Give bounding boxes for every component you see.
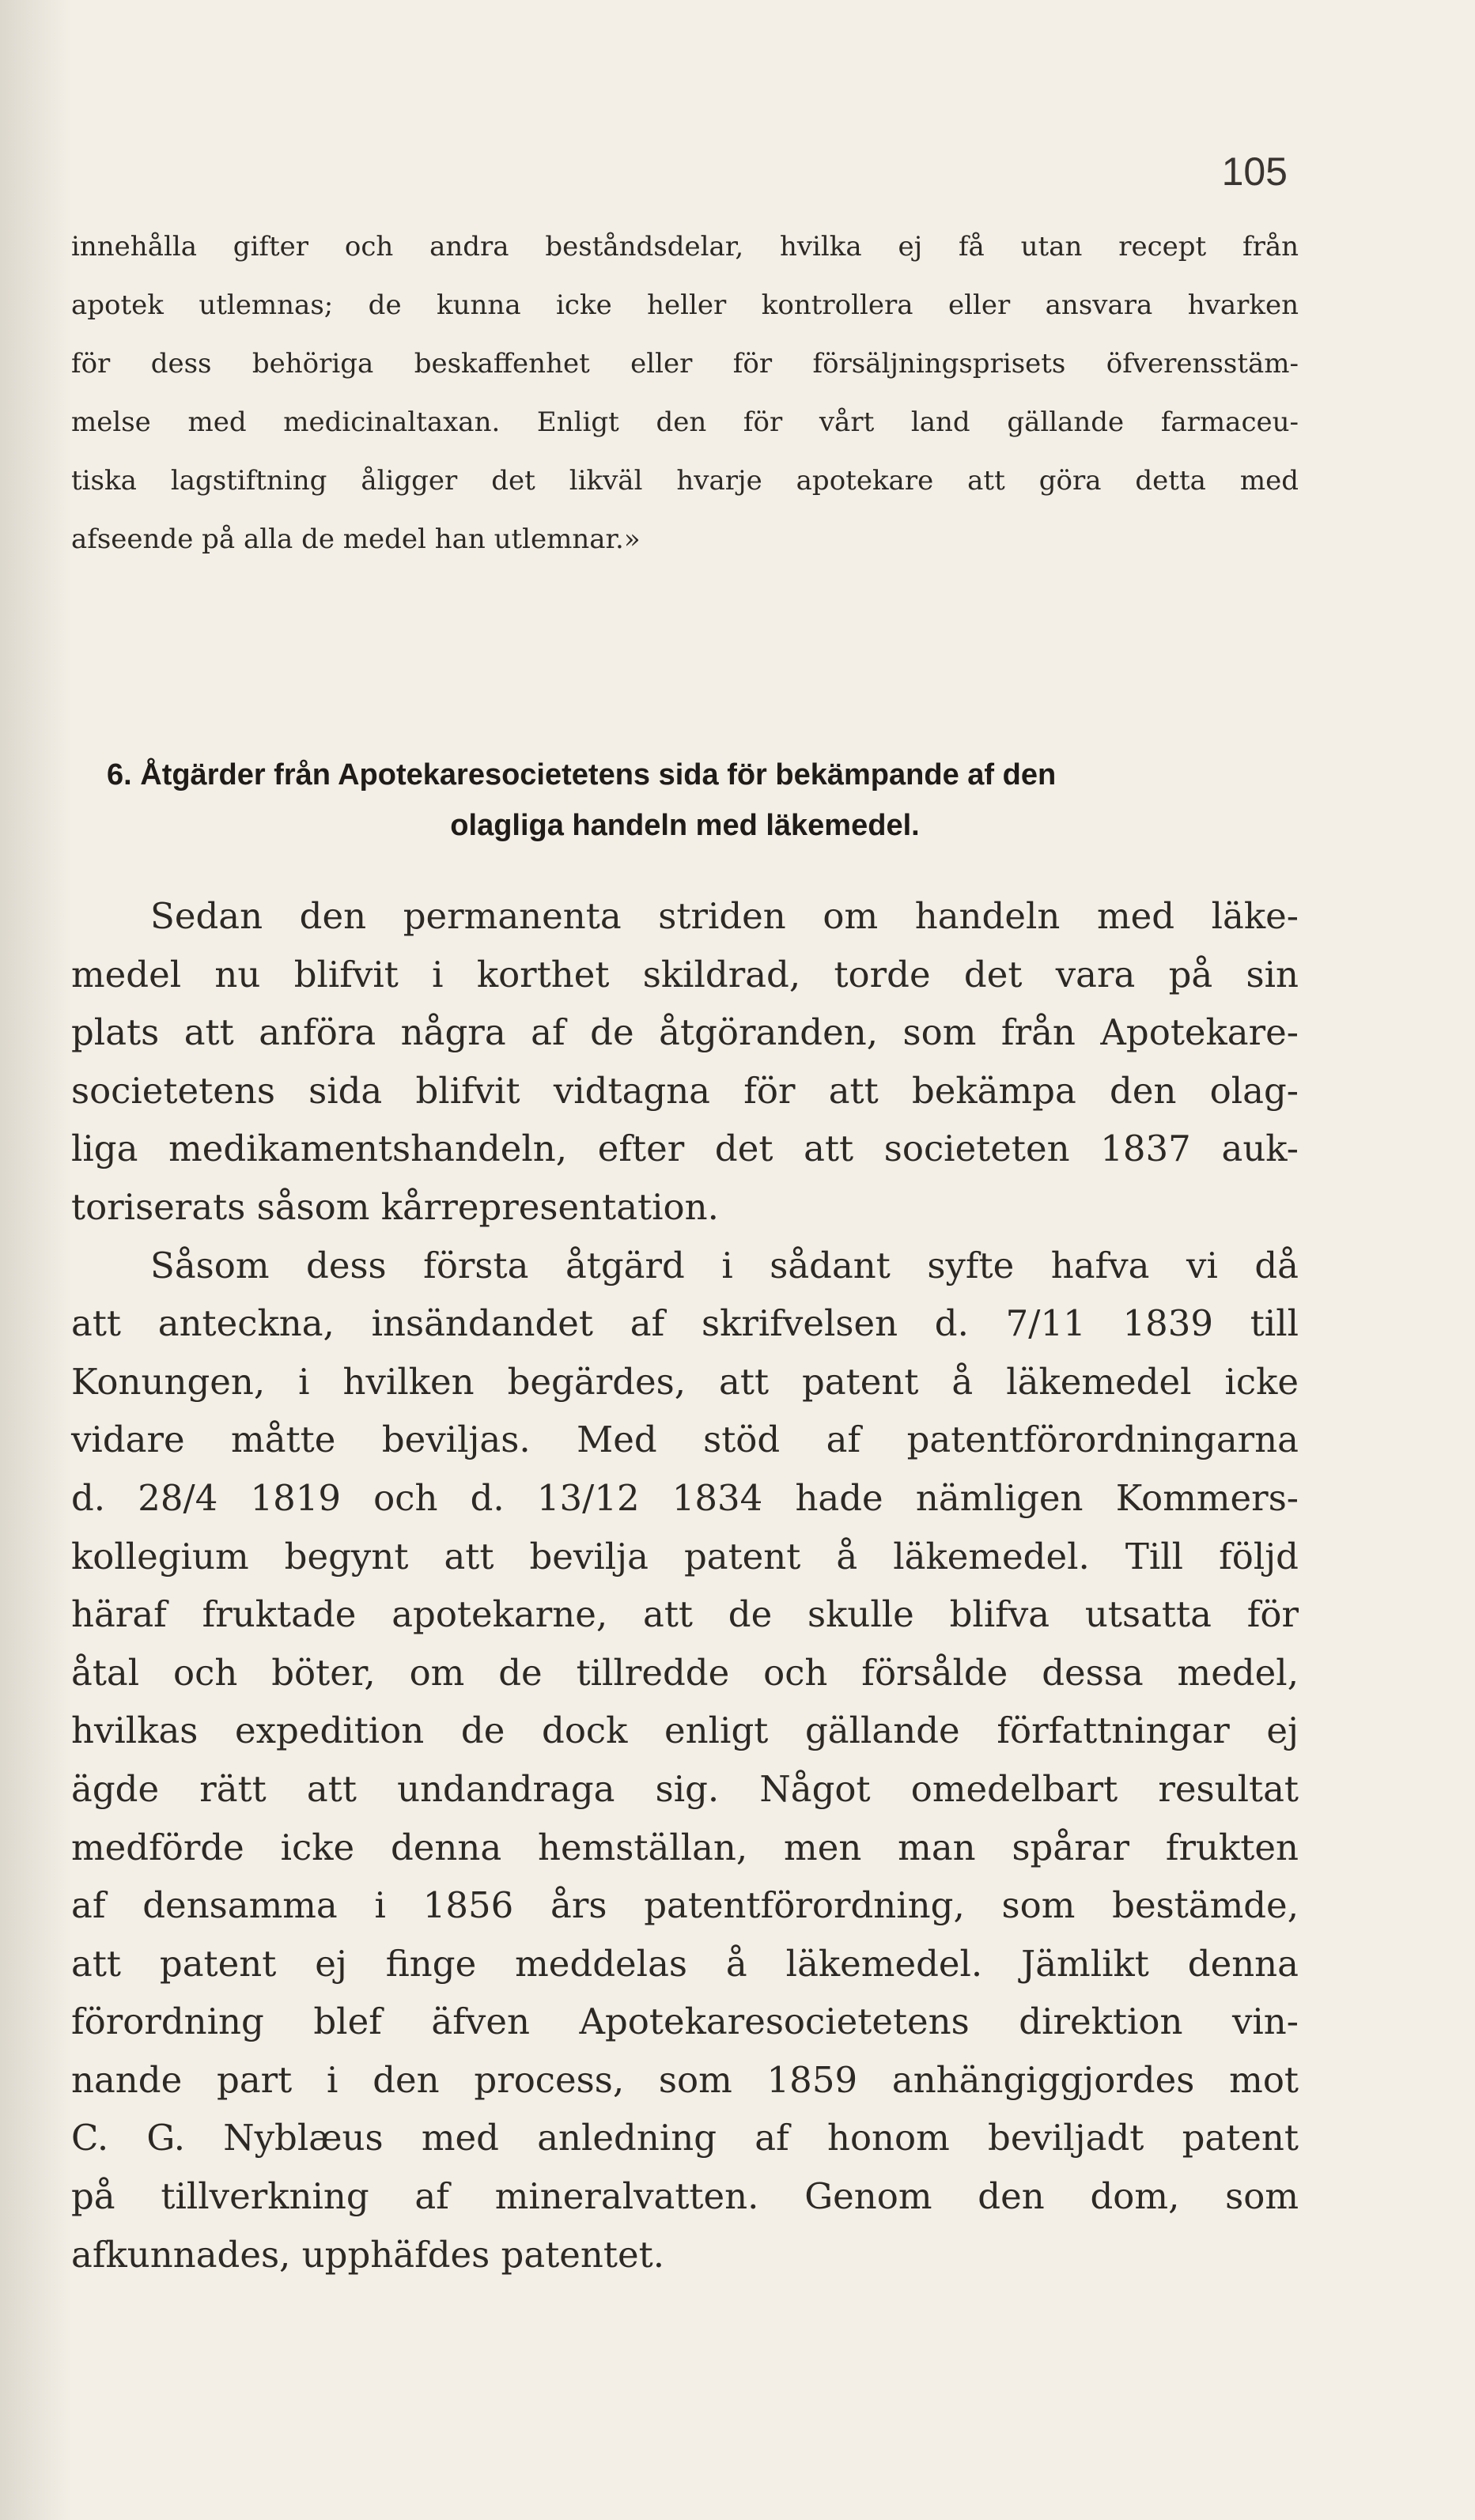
- body-line: societetens sida blifvit vidtagna för att bekämpa den olag-: [71, 1069, 1299, 1112]
- body-line: medförde icke denna hemställan, men man spårar frukten: [71, 1826, 1299, 1868]
- page-edge-shadow: [0, 0, 71, 2520]
- body-line: förordning blef äfven Apotekaresocietetens direktion vin-: [71, 2001, 1299, 2043]
- body-line: afkunnades, upphäfdes patentet.: [71, 2233, 664, 2276]
- quote-line: innehålla gifter och andra beståndsdelar, hvilka ej få utan recept från: [71, 231, 1299, 263]
- body-line: nande part i den process, som 1859 anhängiggjordes mot: [71, 2058, 1299, 2101]
- section-heading-line: olagliga handeln med läkemedel.: [450, 809, 920, 842]
- body-line: Såsom dess första åtgärd i sådant syfte hafva vi då: [150, 1244, 1299, 1286]
- quote-line: melse med medicinaltaxan. Enligt den för vårt land gällande farmaceu-: [71, 406, 1299, 438]
- quote-line: tiska lagstiftning åligger det likväl hvarje apotekare att göra detta med: [71, 465, 1299, 497]
- body-line: plats att anföra några af de åtgöranden, som från Apotekare-: [71, 1011, 1299, 1054]
- section-heading: [71, 750, 1299, 851]
- body-line: vidare måtte beviljas. Med stöd af patentförordningarna: [71, 1419, 1299, 1461]
- body-line: medel nu blifvit i korthet skildrad, torde det vara på sin: [71, 953, 1299, 996]
- quote-line: apotek utlemnas; de kunna icke heller kontrollera eller ansvara hvarken: [71, 289, 1299, 321]
- quote-line: afseende på alla de medel han utlemnar.»: [71, 523, 641, 555]
- section-heading-line: 6. Åtgärder från Apotekaresocietetens sida för bekämpande af den: [107, 758, 1057, 792]
- body-line: häraf fruktade apotekarne, att de skulle blifva utsatta för: [71, 1593, 1299, 1636]
- quoted-passage: [71, 217, 1299, 569]
- body-line: att anteckna, insändandet af skrifvelsen d. 7/11 1839 till: [71, 1302, 1299, 1345]
- body-line: ägde rätt att undandraga sig. Något omedelbart resultat: [71, 1767, 1299, 1810]
- body-line: att patent ej finge meddelas å läkemedel. Jämlikt denna: [71, 1942, 1299, 1985]
- body-line: Sedan den permanenta striden om handeln med läke-: [150, 895, 1299, 937]
- body-line: åtal och böter, om de tillredde och försålde dessa medel,: [71, 1651, 1299, 1694]
- body-line: d. 28/4 1819 och d. 13/12 1834 hade nämligen Kommers-: [71, 1476, 1299, 1519]
- page-number: 105: [1221, 149, 1288, 194]
- body-line: toriserats såsom kårrepresentation.: [71, 1185, 719, 1228]
- body-line: hvilkas expedition de dock enligt gällande författningar ej: [71, 1710, 1299, 1752]
- body-line: C. G. Nyblæus med anledning af honom beviljadt patent: [71, 2117, 1299, 2159]
- body-line: af densamma i 1856 års patentförordning, som bestämde,: [71, 1884, 1299, 1927]
- quote-line: för dess behöriga beskaffenhet eller för försäljningsprisets öfverensstäm-: [71, 348, 1299, 380]
- body-line: Konungen, i hvilken begärdes, att patent å läkemedel icke: [71, 1360, 1299, 1403]
- body-line: kollegium begynt att bevilja patent å läkemedel. Till följd: [71, 1535, 1299, 1577]
- body-text: [71, 887, 1299, 2284]
- body-line: liga medikamentshandeln, efter det att societeten 1837 auk-: [71, 1128, 1299, 1170]
- body-line: på tillverkning af mineralvatten. Genom den dom, som: [71, 2175, 1299, 2218]
